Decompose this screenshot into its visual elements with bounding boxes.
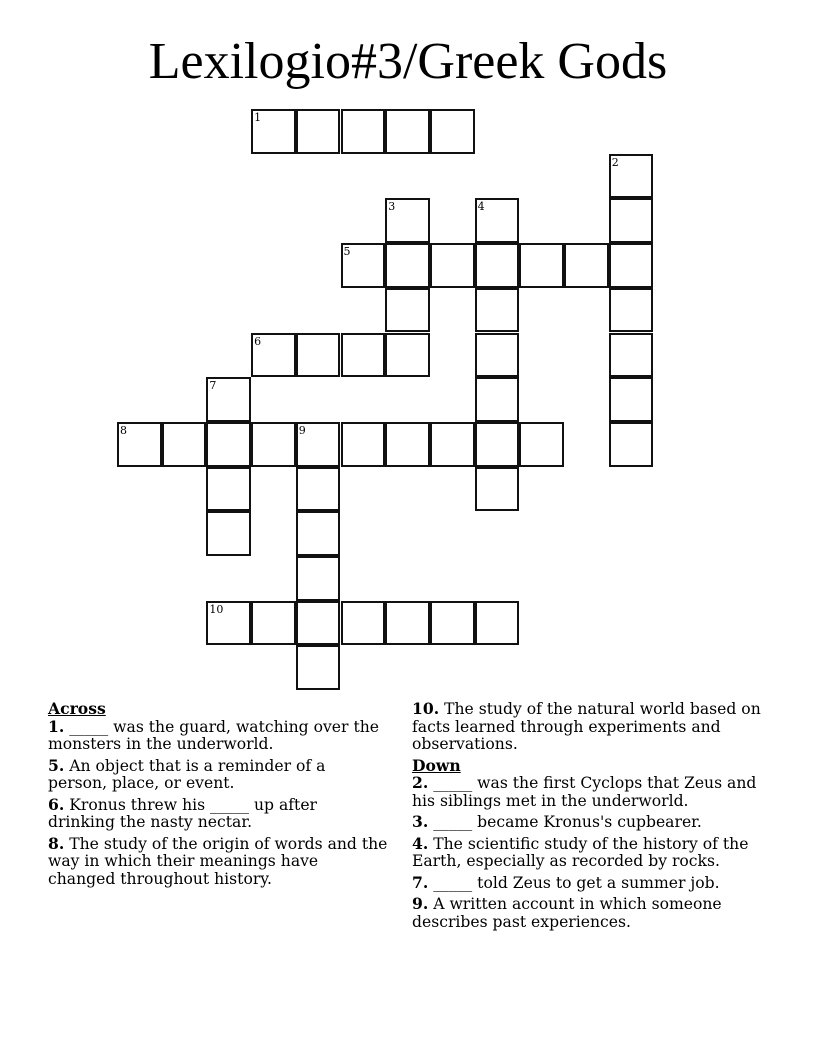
clue-number-label: 10	[209, 602, 224, 616]
clue-number: 1.	[48, 716, 65, 736]
grid-cell[interactable]	[296, 333, 341, 378]
clue-text: A written account in which someone describes past experiences.	[412, 895, 722, 931]
clue-number: 9.	[412, 894, 429, 913]
grid-cell[interactable]	[475, 243, 520, 288]
clue-text: _____ was the first Cyclops that Zeus and his siblings met in the underworld.	[412, 774, 757, 810]
grid-cell[interactable]	[475, 377, 520, 422]
grid-cell[interactable]	[385, 288, 430, 333]
clue-number-label: 8	[120, 423, 127, 437]
clue-across-6	[48, 796, 388, 832]
clue-number-label: 4	[477, 200, 485, 214]
clue-number: 8.	[48, 833, 65, 853]
clue-number: 7.	[412, 872, 429, 892]
grid-cell[interactable]	[341, 109, 386, 154]
grid-cell[interactable]	[341, 243, 386, 288]
grid-cell[interactable]	[609, 422, 654, 467]
grid-cell[interactable]	[519, 243, 564, 288]
grid-cell[interactable]	[296, 511, 341, 556]
clue-number-label: 1	[254, 111, 262, 124]
clue-number: 5.	[48, 755, 65, 775]
grid-cell[interactable]	[251, 109, 296, 154]
clue-number-label: 9	[298, 423, 306, 437]
grid-cell[interactable]	[385, 333, 430, 378]
grid-cell[interactable]	[341, 422, 386, 467]
grid-cell[interactable]	[385, 601, 430, 646]
grid-cell[interactable]	[341, 333, 386, 378]
grid-cell[interactable]	[609, 154, 654, 199]
grid-cell[interactable]	[162, 422, 207, 467]
grid-cell[interactable]	[609, 288, 654, 333]
clue-across-10	[412, 700, 772, 754]
grid-cell[interactable]	[296, 601, 341, 646]
clue-number-label: 2	[611, 155, 619, 169]
grid-cell[interactable]	[430, 243, 475, 288]
clue-down-2	[412, 774, 772, 810]
clue-number-label: 5	[343, 245, 351, 259]
grid-cell[interactable]	[475, 288, 520, 333]
grid-cell[interactable]	[296, 109, 341, 154]
clue-down-9	[412, 895, 772, 931]
clue-number: 6.	[48, 794, 65, 814]
grid-cell[interactable]	[475, 467, 520, 512]
grid-cell[interactable]	[206, 511, 251, 556]
clue-down-3	[412, 813, 772, 832]
grid-cell[interactable]	[296, 467, 341, 512]
grid-cell[interactable]	[385, 422, 430, 467]
down-heading: Down	[412, 755, 461, 775]
clue-number: 4.	[412, 833, 429, 853]
grid-cell[interactable]	[609, 333, 654, 378]
grid-cell[interactable]	[251, 333, 296, 378]
clue-number-label: 3	[388, 200, 396, 214]
grid-cell[interactable]	[251, 422, 296, 467]
grid-cell[interactable]	[430, 422, 475, 467]
clue-text: _____ was the guard, watching over the monsters in the underworld.	[48, 717, 379, 753]
clue-across-5	[48, 757, 388, 793]
grid-cell[interactable]	[251, 601, 296, 646]
grid-cell[interactable]	[430, 601, 475, 646]
clue-text: Kronus threw his _____ up after drinking the nasty nectar.	[48, 795, 318, 831]
grid-cell[interactable]	[385, 198, 430, 243]
grid-cell[interactable]	[519, 422, 564, 467]
clue-text: The study of the natural world based on facts learned through experiments and observations.	[412, 700, 761, 753]
clue-number: 2.	[412, 773, 429, 792]
clue-down-7	[412, 874, 772, 893]
grid-cell[interactable]	[206, 377, 251, 422]
clue-number: 3.	[412, 812, 429, 831]
clue-text: The scientific study of the history of the Earth, especially as recorded by rocks.	[412, 834, 749, 870]
grid-cell[interactable]	[609, 198, 654, 243]
grid-cell[interactable]	[609, 377, 654, 422]
grid-cell[interactable]	[296, 422, 341, 467]
page-title: Lexilogio#3/Greek Gods	[148, 33, 668, 90]
clue-number-label: 6	[254, 334, 262, 348]
grid-cell[interactable]	[475, 198, 520, 243]
grid-cell[interactable]	[341, 601, 386, 646]
clue-text: The study of the origin of words and the way in which their meanings have changed throughout history.	[48, 834, 388, 888]
clue-text: An object that is a reminder of a person, place, or event.	[48, 756, 326, 792]
clue-down-4	[412, 835, 772, 871]
clue-across-1	[48, 718, 388, 754]
grid-cell[interactable]	[609, 243, 654, 288]
clue-across-8	[48, 835, 388, 889]
grid-cell[interactable]	[475, 333, 520, 378]
grid-cell[interactable]	[206, 422, 251, 467]
clue-text: _____ became Kronus's cupbearer.	[428, 813, 702, 831]
clue-number-label: 7	[209, 379, 217, 393]
grid-cell[interactable]	[475, 422, 520, 467]
grid-cell[interactable]	[430, 109, 475, 154]
clue-text: _____ told Zeus to get a summer job.	[428, 873, 720, 892]
grid-cell[interactable]	[206, 601, 251, 646]
grid-cell[interactable]	[206, 467, 251, 512]
grid-cell[interactable]	[385, 243, 430, 288]
clues-column-left	[48, 700, 388, 891]
grid-cell[interactable]	[385, 109, 430, 154]
across-heading: Across	[48, 699, 106, 718]
grid-cell[interactable]	[296, 556, 341, 601]
clue-number: 10.	[412, 699, 440, 718]
grid-cell[interactable]	[475, 601, 520, 646]
grid-cell[interactable]	[564, 243, 609, 288]
grid-cell[interactable]	[296, 645, 341, 690]
grid-cell[interactable]	[117, 422, 162, 467]
clues-column-right	[412, 700, 772, 934]
